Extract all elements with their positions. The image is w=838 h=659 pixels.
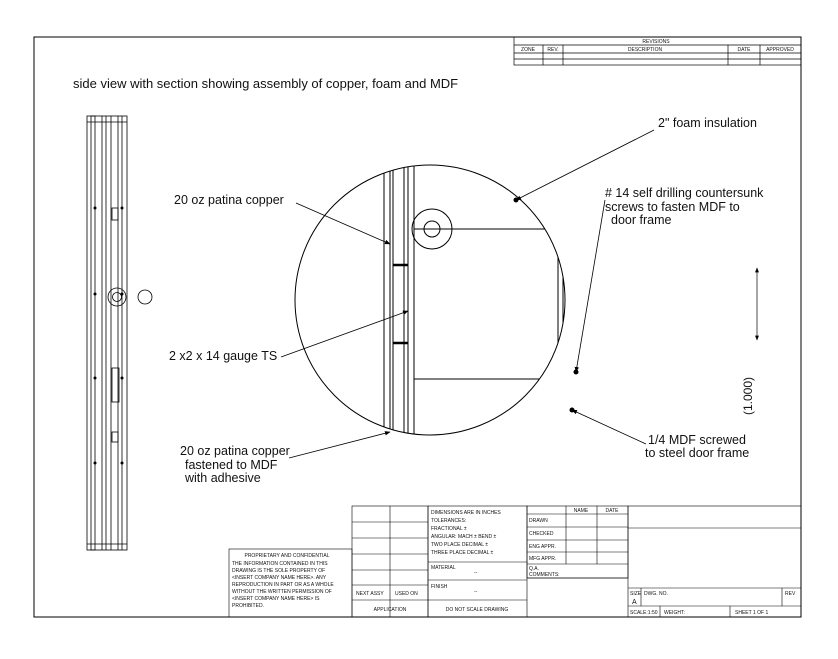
- tolerance-line-2: TOLERANCES:: [431, 518, 467, 524]
- side-view: [87, 116, 152, 550]
- proprietary-line-5: WITHOUT THE WRITTEN PERMISSION OF: [232, 589, 332, 595]
- role-mfg-appr: MFG APPR.: [529, 556, 557, 562]
- used-on-label: USED ON: [395, 591, 418, 597]
- rev-col-approved: APPROVED: [766, 47, 794, 53]
- tolerance-line-1: DIMENSIONS ARE IN INCHES: [431, 510, 501, 516]
- callout-screws-line2: screws to fasten MDF to: [605, 200, 740, 214]
- rev-col-zone: ZONE: [521, 47, 535, 53]
- next-assy-label: NEXT ASSY: [356, 591, 384, 597]
- callout-copper-bottom-line3: with adhesive: [185, 471, 261, 485]
- callout-foam: 2" foam insulation: [658, 116, 757, 130]
- do-not-scale-label: DO NOT SCALE DRAWING: [445, 607, 509, 613]
- proprietary-title: PROPRIETARY AND CONFIDENTIAL: [244, 553, 330, 559]
- callout-mdf-line1: 1/4 MDF screwed: [648, 433, 746, 447]
- role-qa: Q.A.: [529, 566, 540, 572]
- drawing-title: side view with section showing assembly of copper, foam and MDF: [73, 76, 459, 91]
- callout-tube: 2 x2 x 14 gauge TS: [169, 349, 278, 363]
- role-eng-appr: ENG APPR.: [529, 544, 556, 550]
- proprietary-line-6: <INSERT COMPANY NAME HERE> IS: [232, 596, 320, 602]
- name-header: NAME: [573, 508, 589, 514]
- weight-label: WEIGHT:: [664, 610, 685, 616]
- callout-screws-line1: # 14 self drilling countersunk: [605, 186, 764, 200]
- proprietary-line-4: REPRODUCTION IN PART OR AS A WHOLE: [232, 582, 334, 588]
- proprietary-line-3: <INSERT COMPANY NAME HERE>. ANY: [232, 575, 327, 581]
- rev-label: REV: [785, 591, 796, 597]
- material-label: MATERIAL: [431, 565, 456, 571]
- finish-label: FINISH: [431, 584, 448, 590]
- sheet-label: SHEET 1 OF 1: [735, 610, 769, 616]
- rev-col-date: DATE: [737, 47, 751, 53]
- dimension-value: (1.000): [741, 376, 755, 416]
- proprietary-line-7: PROHIBITED.: [232, 603, 264, 609]
- tolerance-line-6: THREE PLACE DECIMAL ±: [431, 550, 494, 556]
- callout-mdf-line2: to steel door frame: [645, 446, 750, 460]
- proprietary-line-2: DRAWING IS THE SOLE PROPERTY OF: [232, 568, 326, 574]
- scale-label: SCALE:1:50: [630, 610, 658, 616]
- proprietary-line-1: THE INFORMATION CONTAINED IN THIS: [232, 561, 328, 567]
- rev-col-rev: REV.: [547, 47, 559, 53]
- role-drawn: DRAWN: [529, 518, 548, 524]
- side-view-screws: [94, 207, 124, 465]
- role-comments: COMMENTS:: [529, 572, 560, 578]
- tolerance-line-5: TWO PLACE DECIMAL ±: [431, 542, 489, 548]
- role-checked: CHECKED: [529, 531, 554, 537]
- rev-col-description: DESCRIPTION: [627, 47, 663, 53]
- detail-circle: [295, 165, 565, 435]
- tolerance-line-4: ANGULAR: MACH ± BEND ±: [431, 534, 497, 540]
- callout-copper-bottom-line1: 20 oz patina copper: [180, 444, 290, 458]
- leader-dots: [514, 198, 579, 413]
- size-value: A: [632, 599, 637, 606]
- date-header: DATE: [605, 508, 619, 514]
- finish-value: --: [474, 589, 478, 595]
- application-label: APPLICATION: [373, 607, 407, 613]
- size-label: SIZE: [630, 591, 642, 597]
- leader-lines: [281, 130, 654, 458]
- callout-copper-bottom-line2: fastened to MDF: [185, 458, 278, 472]
- material-value: --: [474, 570, 478, 576]
- callout-screws-line3: door frame: [611, 213, 672, 227]
- callout-copper-top: 20 oz patina copper: [174, 193, 284, 207]
- revisions-header: REVISIONS: [642, 39, 670, 45]
- dwg-no-label: DWG. NO.: [644, 591, 668, 597]
- tolerance-line-3: FRACTIONAL ±: [431, 526, 467, 532]
